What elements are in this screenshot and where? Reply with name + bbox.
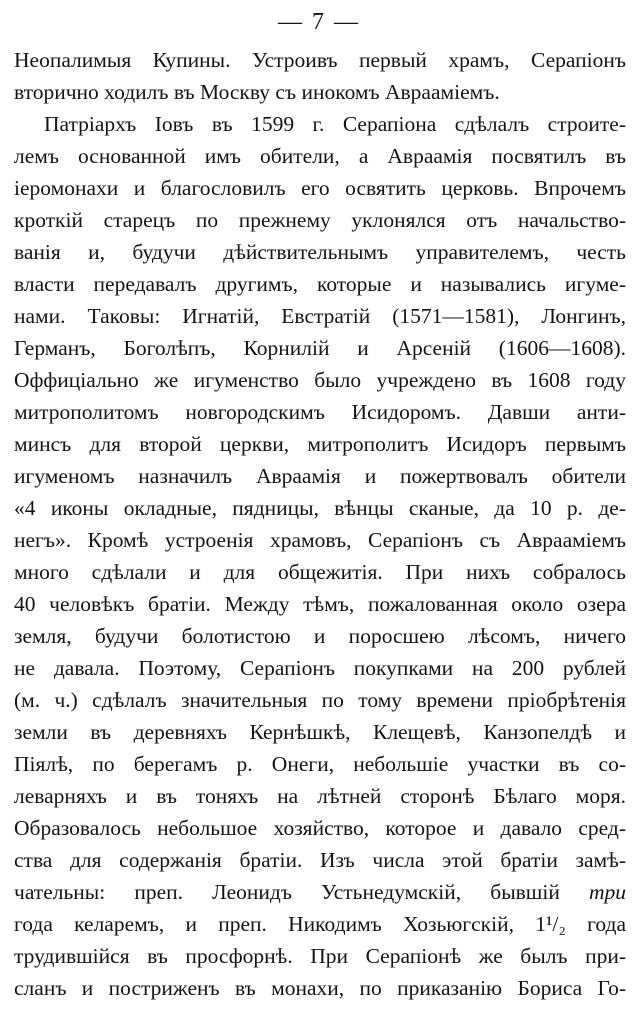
text-line: земли въ деревняхъ Кернѣшкѣ, Клещевѣ, Канзопелдѣ и [14, 720, 626, 744]
text-line: 40 человѣкъ братіи. Между тѣмъ, пожалованная около озера [14, 592, 626, 616]
text-line: минсъ для второй церкви, митрополитъ Исидоръ первымъ [14, 432, 626, 456]
text-line: Неопалимыя Купины. Устроивъ первый храмъ, Серапіонъ [14, 48, 626, 72]
text-line: сланъ и постриженъ въ монахи, по приказанію Бориса Го- [14, 976, 626, 1000]
text-line: іеромонахи и благословилъ его освятить церковь. Впрочемъ [14, 176, 626, 200]
text-line: кроткій старецъ по прежнему уклонялся отъ начальство- [14, 208, 626, 232]
text-segment: чательны: преп. Леонидъ Устьнедумскій, бывшій [14, 880, 589, 904]
text-line: митрополитомъ новгородскимъ Исидоромъ. Давши анти- [14, 400, 626, 424]
text-line: леварняхъ и въ тоняхъ на лѣтней сторонѣ Бѣлаго моря. [14, 784, 626, 808]
text-line: игуменомъ назначилъ Авраамія и пожертвовалъ обители [14, 464, 626, 488]
text-line: много сдѣлали и для общежитія. При нихъ собралось [14, 560, 626, 584]
text-line: ства для содержанія братіи. Изъ числа этой братіи замѣ- [14, 848, 626, 872]
text-line: власти передавалъ другимъ, которые и назывались игуме- [14, 272, 626, 296]
text-line: Піялѣ, по берегамъ р. Онеги, небольшіе участки въ со- [14, 752, 626, 776]
text-line: вторично ходилъ въ Москву съ инокомъ Авраамiемъ. [14, 80, 500, 104]
text-line: ванія и, будучи дѣйствительнымъ управителемъ, честь [14, 240, 626, 264]
text-line: Патріархъ Іовъ въ 1599 г. Серапіона сдѣлалъ строите- [44, 112, 626, 136]
text-line: земля, будучи болотистою и поросшею лѣсомъ, ничего [14, 624, 626, 648]
text-line: «4 иконы окладные, пядницы, вѣнцы сканые, да 10 р. де- [14, 496, 626, 520]
text-line: Германъ, Боголѣпъ, Корнилій и Арсеній (1606—1608). [14, 336, 626, 360]
text-line: не давала. Поэтому, Серапіонъ покупками на 200 рублей [14, 656, 626, 680]
text-line: нами. Таковы: Игнатій, Евстратій (1571—1581), Лонгинъ, [14, 304, 626, 328]
text-line: года келаремъ, и преп. Никодимъ Хозьюгскій, 1¹/₂ года [14, 912, 626, 936]
italic-word: три [588, 880, 626, 904]
text-line: (м. ч.) сдѣлалъ значительныя по тому времени пріобрѣтенія [14, 688, 626, 712]
text-line: лемъ основанной имъ обители, а Авраамія посвятилъ въ [14, 144, 626, 168]
text-line: негъ». Кромѣ устроенія храмовъ, Серапіонъ съ Авраамiемъ [14, 528, 626, 552]
text-line: Оффиціально же игуменство было учреждено въ 1608 году [14, 368, 626, 392]
text-line: Образовалось небольшое хозяйство, которое и давало сред- [14, 816, 626, 840]
text-line: трудившійся въ просфорнѣ. При Серапіонѣ же былъ при- [14, 944, 626, 968]
text-line-with-italic [14, 876, 626, 908]
page-number: — 7 — [278, 9, 360, 35]
